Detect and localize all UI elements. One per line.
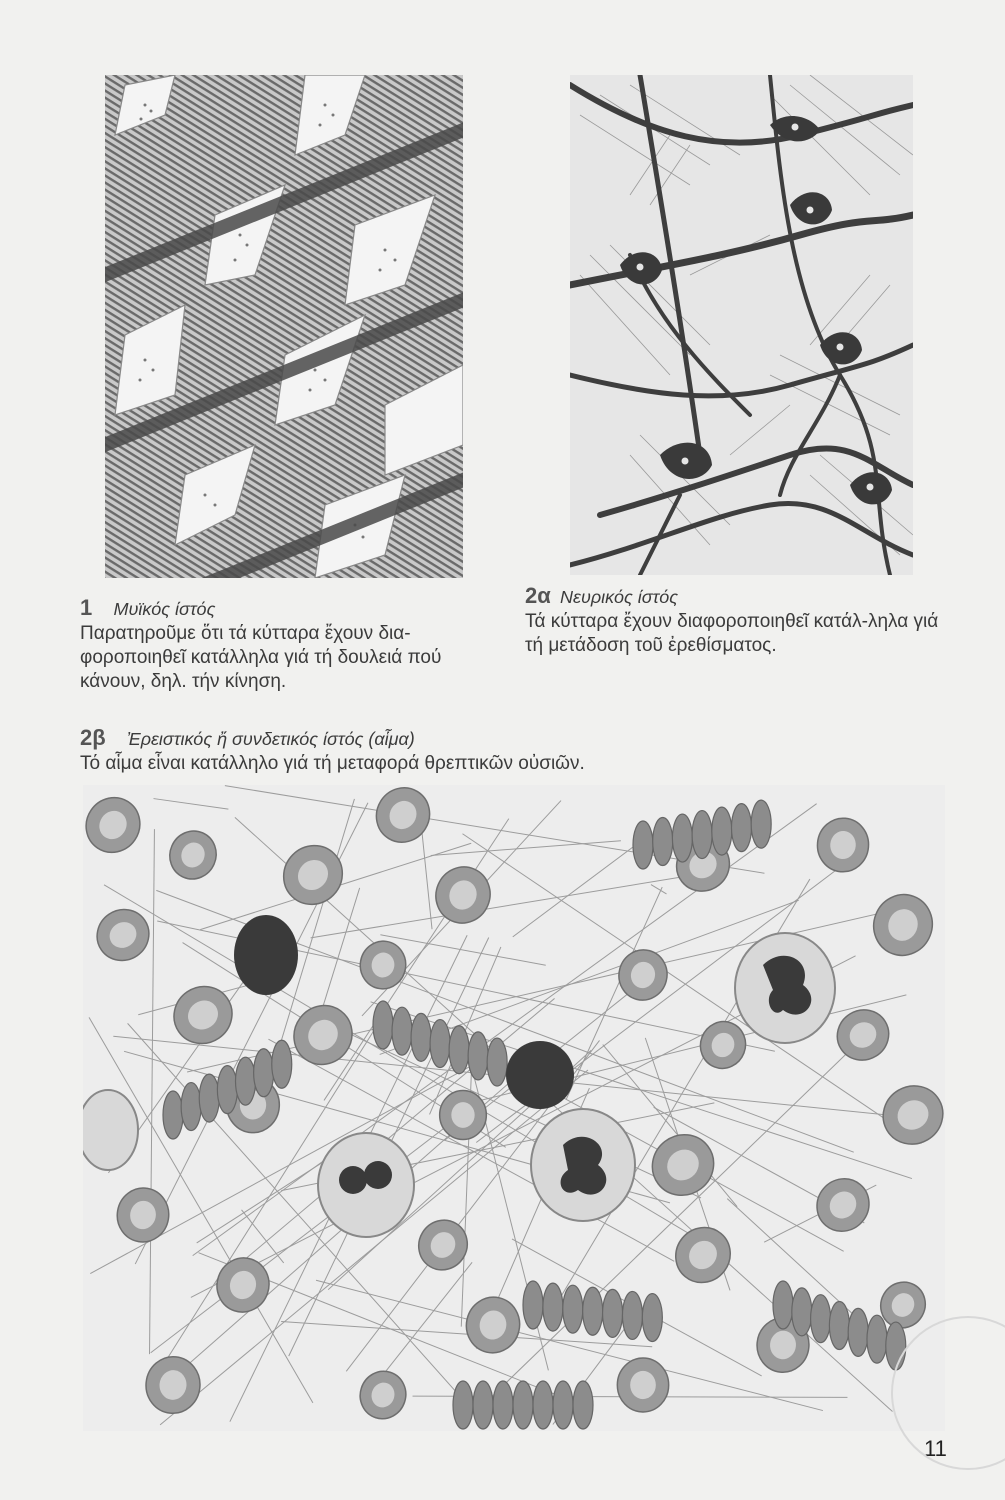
figure-description: Τά κύτταρα ἔχουν διαφοροποιηθεῖ κατάλ-ληλα γιά τή μετάδοση τοῦ ἐρεθίσματος. bbox=[525, 611, 939, 656]
red-blood-cell-stack bbox=[217, 1066, 237, 1114]
red-blood-cell-stack bbox=[811, 1295, 831, 1343]
figure-description: Παρατηροῦμε ὅτι τά κύτταρα ἔχουν δια-φοροποιηθεῖ κατάλληλα γιά τή δουλειά πού κάνουν, δηλ. τήν κίνηση. bbox=[80, 623, 442, 692]
red-blood-cell bbox=[113, 1184, 173, 1246]
blood-tissue-illustration bbox=[83, 785, 945, 1431]
red-blood-cell-stack bbox=[523, 1281, 543, 1329]
red-blood-cell-stack bbox=[603, 1289, 623, 1337]
red-blood-cell-stack bbox=[163, 1091, 183, 1139]
red-blood-cell-stack bbox=[792, 1288, 812, 1336]
caption-muscle-tissue bbox=[80, 596, 480, 694]
red-blood-cell-stack bbox=[731, 804, 751, 852]
nerve-tissue-illustration bbox=[570, 75, 913, 575]
red-blood-cell bbox=[815, 816, 871, 874]
red-blood-cell-stack bbox=[622, 1291, 642, 1339]
red-blood-cell bbox=[806, 1168, 879, 1242]
figure-title: Νευρικός ίστός bbox=[560, 587, 679, 607]
red-blood-cell-stack bbox=[199, 1074, 219, 1122]
red-blood-cell bbox=[613, 945, 672, 1006]
red-blood-cell-stack bbox=[633, 821, 653, 869]
red-blood-cell-stack bbox=[829, 1302, 849, 1350]
lymphocyte bbox=[506, 1041, 574, 1109]
figure-number: 1 bbox=[80, 595, 93, 620]
red-blood-cell-stack bbox=[563, 1285, 583, 1333]
caption-nerve-tissue bbox=[525, 584, 945, 658]
red-blood-cell bbox=[865, 886, 941, 964]
page-number: 11 bbox=[924, 1436, 947, 1461]
red-blood-cell-stack bbox=[867, 1315, 887, 1363]
red-blood-cell bbox=[282, 994, 364, 1076]
nerve-tissue-drawing bbox=[570, 75, 913, 575]
red-blood-cell bbox=[461, 1292, 525, 1358]
red-blood-cell bbox=[617, 1358, 669, 1412]
figure-number: 2α bbox=[525, 583, 551, 608]
red-blood-cell bbox=[354, 1365, 412, 1425]
red-blood-cell bbox=[427, 859, 499, 932]
red-blood-cell-stack bbox=[672, 814, 692, 862]
red-blood-cell-stack bbox=[553, 1381, 573, 1429]
red-blood-cell-stack bbox=[236, 1057, 256, 1105]
red-blood-cell-stack bbox=[493, 1381, 513, 1429]
red-blood-cell-stack bbox=[430, 1020, 450, 1068]
red-blood-cell-stack bbox=[533, 1381, 553, 1429]
figure-title: Μυϊκός ίστός bbox=[113, 599, 216, 619]
red-blood-cell bbox=[440, 1090, 487, 1139]
white-blood-cell bbox=[234, 915, 298, 995]
red-blood-cell-stack bbox=[751, 800, 771, 848]
red-blood-cell-stack bbox=[692, 811, 712, 859]
red-blood-cell bbox=[87, 899, 159, 970]
red-blood-cell bbox=[272, 834, 355, 917]
muscle-tissue-illustration bbox=[105, 75, 463, 578]
red-blood-cell-stack bbox=[773, 1281, 793, 1329]
red-blood-cell bbox=[357, 938, 409, 992]
red-blood-cell-stack bbox=[487, 1038, 507, 1086]
red-blood-cell-stack bbox=[392, 1007, 412, 1055]
red-blood-cell-stack bbox=[449, 1026, 469, 1074]
red-blood-cell-stack bbox=[254, 1049, 274, 1097]
blood-cells-drawing bbox=[83, 785, 945, 1431]
muscle-tissue-drawing bbox=[105, 75, 463, 578]
figure-number: 2β bbox=[80, 725, 106, 750]
red-blood-cell-stack bbox=[411, 1013, 431, 1061]
red-blood-cell-stack bbox=[642, 1294, 662, 1342]
red-blood-cell-stack bbox=[653, 818, 673, 866]
red-blood-cell bbox=[143, 1354, 203, 1416]
red-blood-cell-stack bbox=[513, 1381, 533, 1429]
red-blood-cell bbox=[366, 785, 440, 852]
figure-title: Ἐρειστικός ἤ συνδετικός ίστός (αἷμα) bbox=[126, 729, 415, 749]
red-blood-cell-stack bbox=[272, 1040, 292, 1088]
red-blood-cell-stack bbox=[181, 1083, 201, 1131]
red-blood-cell-stack bbox=[848, 1308, 868, 1356]
red-blood-cell-stack bbox=[583, 1287, 603, 1335]
caption-connective-tissue bbox=[80, 726, 780, 776]
red-blood-cell-stack bbox=[453, 1381, 473, 1429]
red-blood-cell-stack bbox=[473, 1381, 493, 1429]
red-blood-cell bbox=[872, 1075, 945, 1155]
red-blood-cell-stack bbox=[712, 807, 732, 855]
red-blood-cell bbox=[665, 1216, 742, 1293]
red-blood-cell bbox=[828, 1000, 898, 1069]
red-blood-cell-stack bbox=[573, 1381, 593, 1429]
red-blood-cell bbox=[83, 787, 150, 863]
red-blood-cell-stack bbox=[543, 1283, 563, 1331]
red-blood-cell-stack bbox=[468, 1032, 488, 1080]
red-blood-cell bbox=[162, 824, 223, 887]
red-blood-cell-stack bbox=[373, 1001, 393, 1049]
figure-description: Τό αἷμα εἶναι κατάλληλο γιά τή μεταφορά θρεπτικῶν οὐσιῶν. bbox=[80, 753, 585, 774]
